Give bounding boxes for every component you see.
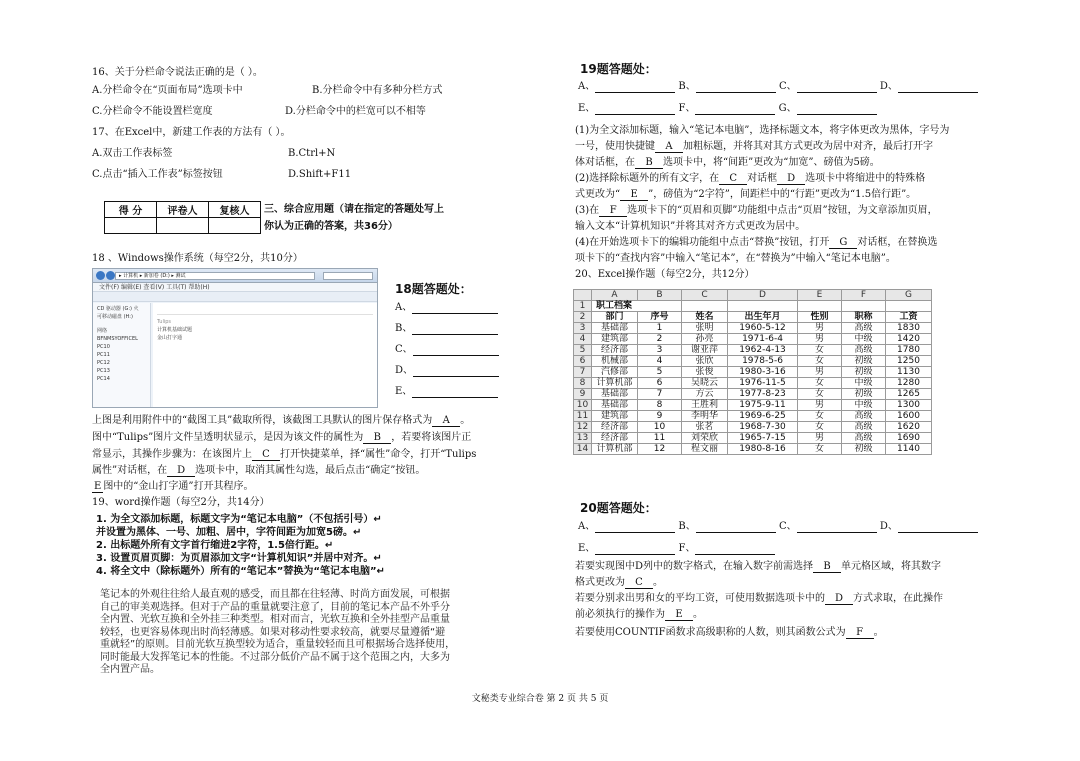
excel-cell: 男 [798, 400, 842, 411]
explorer-sidebar [93, 303, 151, 407]
excel-cell: 女 [798, 411, 842, 422]
excel-column-letter: F [842, 290, 886, 301]
explorer-file-list [153, 303, 377, 407]
q19-answer-row1: A、 B、 C、 D、 [578, 80, 978, 93]
excel-row [574, 301, 932, 312]
q20-text-line2: 格式更改为 C 。 [575, 577, 663, 588]
excel-cell: 1965-7-15 [728, 433, 798, 444]
excel-cell: 4 [638, 356, 682, 367]
q19-step-line9: 项卡下的“查找内容”中输入“笔记本”，在“替换为”中输入“笔记本电脑”。 [575, 253, 896, 264]
q18-answer-a: A、 [395, 301, 498, 314]
q16-option-c: C.分栏命令不能设置栏宽度 [92, 106, 213, 117]
grader-label: 评卷人 [157, 202, 209, 218]
excel-cell [842, 301, 886, 312]
sidebar-item: CD 驱动器 (G:) 火 [97, 306, 139, 312]
q19-step-line4: (2)选择除标题外的所有文字，在 C 对话框 D 选项卡中将缩进中的特殊格 [575, 173, 926, 184]
excel-cell: 孙亮 [682, 334, 728, 345]
excel-row-number: 2 [574, 312, 592, 323]
q18-answer-d: D、 [395, 364, 499, 377]
excel-cell: 中级 [842, 400, 886, 411]
excel-cell: 1265 [886, 389, 932, 400]
q20-text-line4: 前必须执行的操作为 E 。 [575, 609, 703, 620]
excel-cell: 1420 [886, 334, 932, 345]
excel-row-number: 8 [574, 378, 592, 389]
excel-row-number: 10 [574, 400, 592, 411]
file-item: 金山打字通 [157, 335, 183, 341]
excel-cell: 高级 [842, 433, 886, 444]
excel-cell: 方云 [682, 389, 728, 400]
sidebar-item: BFNMSYOFFICEL [97, 336, 138, 342]
excel-cell [682, 301, 728, 312]
excel-cell: 初级 [842, 389, 886, 400]
sidebar-item: PC13 [97, 368, 110, 374]
file-item: Tulips [157, 319, 172, 325]
q19-task-list [96, 513, 385, 578]
q17-option-b: B.Ctrl+N [288, 148, 336, 159]
excel-cell: 1969-6-25 [728, 411, 798, 422]
excel-cell: 女 [798, 444, 842, 455]
excel-cell: 10 [638, 422, 682, 433]
excel-cell [728, 301, 798, 312]
q20-answer-row1: A、 B、 C、 D、 [578, 520, 978, 533]
excel-cell: 初级 [842, 356, 886, 367]
excel-cell: 刘荣欣 [682, 433, 728, 444]
excel-cell: 基础部 [592, 400, 638, 411]
excel-cell: 汽修部 [592, 367, 638, 378]
excel-corner-cell [574, 290, 592, 301]
sidebar-item: PC14 [97, 376, 110, 382]
excel-cell: 1975-9-11 [728, 400, 798, 411]
q16-option-b: B.分栏命令中有多种分栏方式 [312, 85, 443, 96]
excel-cell: 9 [638, 411, 682, 422]
excel-cell: 基础部 [592, 389, 638, 400]
excel-column-letter: E [798, 290, 842, 301]
excel-cell: 经济部 [592, 345, 638, 356]
excel-cell: 1962-4-13 [728, 345, 798, 356]
excel-cell: 女 [798, 389, 842, 400]
q19-step-line7: 输入文本“计算机知识”并将其对齐方式更改为居中。 [575, 221, 806, 232]
excel-row-number: 14 [574, 444, 592, 455]
excel-cell: 女 [798, 422, 842, 433]
excel-row [574, 411, 932, 422]
q17-option-d: D.Shift+F11 [288, 169, 352, 180]
excel-row-number: 7 [574, 367, 592, 378]
excel-cell: 张俊 [682, 367, 728, 378]
q18-paragraph-line4: 属性”对话框，在 D 选项卡中，取消其属性勾选，最后点击“确定”按钮。 [92, 465, 426, 476]
page-footer: 文秘类专业综合卷 第 2 页 共 5 页 [471, 694, 609, 704]
score-label: 得 分 [105, 202, 157, 218]
excel-cell: 李明华 [682, 411, 728, 422]
excel-row [574, 367, 932, 378]
excel-row-number: 5 [574, 345, 592, 356]
q19-task: 2. 出标题外所有文字首行缩进2字符，1.5倍行距。↵ [96, 540, 334, 551]
q19-task: 并设置为黑体、一号、加粗、居中，字符间距为加宽5磅。↵ [96, 527, 362, 538]
excel-cell: 12 [638, 444, 682, 455]
excel-cell: 计算机部 [592, 444, 638, 455]
excel-cell: 1968-7-30 [728, 422, 798, 433]
excel-cell: 经济部 [592, 433, 638, 444]
q18-paragraph-line5: E 图中的“金山打字通”打开其程序。 [94, 481, 254, 492]
excel-cell: 1976-11-5 [728, 378, 798, 389]
q18-answer-title: 18题答题处： [395, 282, 472, 296]
excel-cell: 建筑部 [592, 334, 638, 345]
sidebar-item: 网络 [97, 328, 108, 334]
q19-task: 4. 将全文中（除标题外）所有的“笔记本”替换为“笔记本电脑”↵ [96, 566, 385, 577]
excel-cell: 女 [798, 378, 842, 389]
excel-header-cell: 序号 [638, 312, 682, 323]
excel-cell: 王胜利 [682, 400, 728, 411]
q20-answer-title: 20题答题处： [580, 501, 657, 515]
excel-cell: 谢亚萍 [682, 345, 728, 356]
excel-cell: 11 [638, 433, 682, 444]
excel-header-cell: 姓名 [682, 312, 728, 323]
excel-row [574, 378, 932, 389]
excel-header-cell: 部门 [592, 312, 638, 323]
sidebar-item: PC10 [97, 344, 110, 350]
explorer-search-box [323, 272, 373, 280]
excel-cell: 经济部 [592, 422, 638, 433]
explorer-titlebar [93, 269, 377, 283]
excel-cell: 1971-6-4 [728, 334, 798, 345]
q20-text-line1: 若要实现图中D列中的数字格式，在输入数字前需选择 B 单元格区域，将其数字 [575, 561, 942, 572]
q16-stem: 16、关于分栏命令说法正确的是（ ）。 [92, 67, 263, 78]
excel-row [574, 444, 932, 455]
file-list-header [157, 305, 373, 315]
excel-header-cell: 性别 [798, 312, 842, 323]
excel-cell: 女 [798, 356, 842, 367]
q18-paragraph-line1: 上图是利用附件中的“截图工具”截取所得，该截图工具默认的图片保存格式为 A 。 [92, 415, 471, 426]
excel-cell: 1 [638, 323, 682, 334]
q18-paragraph-line3: 常显示，其操作步骤为：在该图片上 C 打开快捷菜单，择“属性”命令，打开“Tulips [92, 449, 477, 460]
q18-paragraph-line2: 图中“Tulips”图片文件呈透明状显示，是因为该文件的属性为 B ，若要将该图片正 [92, 432, 472, 443]
excel-row [574, 356, 932, 367]
excel-cell: 1978-5-6 [728, 356, 798, 367]
sidebar-item: PC11 [97, 352, 110, 358]
excel-cell: 1140 [886, 444, 932, 455]
excel-cell: 高级 [842, 422, 886, 433]
q20-text-line5: 若要使用COUNTIF函数求高级职称的人数，则其函数公式为 F 。 [575, 627, 884, 638]
explorer-menu: 文件(F) 编辑(E) 查看(V) 工具(T) 帮助(H) [93, 283, 377, 292]
q19-step-line6: (3)在 F 选项卡下的“页眉和页脚”功能组中点击“页眉”按钮，为文章添加页眉， [575, 205, 938, 216]
q19-stem: 19、word操作题（每空2分，共14分） [92, 497, 270, 508]
q19-answer-row2: E、 F、 G、 [578, 102, 877, 115]
q19-step-line1: (1)为全文添加标题，输入“笔记本电脑”，选择标题文本，将字体更改为黑体，字号为 [575, 125, 950, 136]
q17-stem: 17、在Excel中，新建工作表的方法有（ ）。 [92, 127, 291, 138]
reviewer-label: 复核人 [209, 202, 261, 218]
excel-cell: 1250 [886, 356, 932, 367]
excel-header-cell: 职称 [842, 312, 886, 323]
excel-row-number: 11 [574, 411, 592, 422]
excel-cell: 高级 [842, 323, 886, 334]
explorer-toolbar [93, 292, 377, 302]
excel-cell: 男 [798, 334, 842, 345]
excel-column-letter: A [592, 290, 638, 301]
q20-text-line3: 若要分别求出男和女的平均工资，可使用数据选项卡中的 D 方式求取，在此操作 [575, 593, 943, 604]
forward-icon [106, 271, 115, 280]
grader-cell [157, 218, 209, 234]
excel-cell: 1830 [886, 323, 932, 334]
excel-cell: 1130 [886, 367, 932, 378]
q17-option-a: A.双击工作表标签 [92, 148, 173, 159]
excel-cell: 7 [638, 389, 682, 400]
file-item: 计算机基础试题 [157, 327, 193, 333]
excel-cell: 5 [638, 367, 682, 378]
excel-cell: 8 [638, 400, 682, 411]
excel-cell: 1280 [886, 378, 932, 389]
excel-cell: 张欣 [682, 356, 728, 367]
excel-cell: 张茗 [682, 422, 728, 433]
excel-cell: 计算机部 [592, 378, 638, 389]
excel-row-number: 9 [574, 389, 592, 400]
excel-cell: 1977-8-23 [728, 389, 798, 400]
excel-cell: 1300 [886, 400, 932, 411]
section3-title: 三、综合应用题（请在指定的答题处写上 [264, 204, 444, 215]
q20-answer-row2: E、 F、 [578, 542, 775, 555]
excel-row-number: 12 [574, 422, 592, 433]
excel-cell: 男 [798, 323, 842, 334]
excel-cell: 1980-8-16 [728, 444, 798, 455]
excel-cell: 男 [798, 367, 842, 378]
excel-row [574, 400, 932, 411]
sidebar-item: 可移动磁盘 (H:) [97, 314, 133, 320]
score-cell [105, 218, 157, 234]
excel-cell: 2 [638, 334, 682, 345]
excel-table [573, 289, 932, 455]
excel-cell: 女 [798, 345, 842, 356]
excel-cell: 中级 [842, 334, 886, 345]
excel-cell: 6 [638, 378, 682, 389]
excel-cell: 1960-5-12 [728, 323, 798, 334]
excel-cell: 1980-3-16 [728, 367, 798, 378]
excel-cell: 机械部 [592, 356, 638, 367]
excel-column-letter: G [886, 290, 932, 301]
excel-cell: 1780 [886, 345, 932, 356]
sidebar-item: PC12 [97, 360, 110, 366]
excel-header-cell: 工资 [886, 312, 932, 323]
q19-answer-title: 19题答题处： [580, 62, 657, 76]
excel-cell: 吴晓云 [682, 378, 728, 389]
excel-row-number: 4 [574, 334, 592, 345]
explorer-address-bar: ▸ 计算机 ▸ 新加卷 (D:) ▸ 测试 [115, 272, 315, 280]
excel-row [574, 345, 932, 356]
excel-cell: 1600 [886, 411, 932, 422]
q18-answer-e: E、 [395, 385, 498, 398]
excel-cell: 高级 [842, 411, 886, 422]
q19-step-line3: 体对话框，在 B 选项卡中，将“间距”更改为“加宽”、磅值为5磅。 [575, 157, 880, 168]
excel-cell [886, 301, 932, 312]
excel-cell: 建筑部 [592, 411, 638, 422]
q19-step-line2: 一号，使用快捷键 A 加粗标题，并将其对其方式更改为居中对齐，最后打开字 [575, 141, 933, 152]
excel-column-header-row [574, 290, 932, 301]
excel-cell: 男 [798, 433, 842, 444]
q19-step-line5: 式更改为“ E ”，磅值为“2字符”，间距栏中的“行距”更改为“1.5倍行距”。 [575, 189, 917, 200]
excel-row [574, 389, 932, 400]
q18-stem: 18 、Windows操作系统（每空2分，共10分） [92, 253, 303, 264]
q19-task: 1. 为全文添加标题，标题文字为“笔记本电脑”（不包括引号）↵ [96, 514, 382, 525]
excel-row [574, 433, 932, 444]
excel-row-number: 1 [574, 301, 592, 312]
excel-title-cell: 职工档案 [592, 301, 682, 312]
excel-row-number: 3 [574, 323, 592, 334]
q16-option-d: D.分栏命令中的栏宽可以不相等 [285, 106, 426, 117]
excel-row-number: 6 [574, 356, 592, 367]
back-icon [96, 271, 105, 280]
section3-subtitle: 你认为正确的答案，共36分） [264, 221, 398, 232]
q19-sample-paragraph: 笔记本的外观往往给人最直观的感受，而且都在往轻薄、时尚方面发展，可根据 自己的审美观选择。但对于产品的重量就要注意了，目前的笔记本产品不外乎分 全内置、光软互换和全外挂三种类型。相对而言，光软互换和全外挂型产品重量 较轻，也更容易体现出时尚轻薄感。如果对移动性要求较高，就要尽量遵循“避 重就轻”的原则。目前光软互换型较为适合，重量较轻而且可根据场合选择使用， 同时能最大发挥笔记本的性能。不过部分低价产品不属于这个范围之内，大多为 全内置产品。 [100, 589, 456, 675]
excel-cell: 1620 [886, 422, 932, 433]
excel-cell: 张明 [682, 323, 728, 334]
q16-option-a: A.分栏命令在“页面布局”选项卡中 [92, 85, 243, 96]
excel-column-letter: D [728, 290, 798, 301]
excel-cell: 1690 [886, 433, 932, 444]
q20-stem: 20、Excel操作题（每空2分，共12分） [575, 269, 755, 280]
excel-cell: 基础部 [592, 323, 638, 334]
excel-cell: 3 [638, 345, 682, 356]
excel-cell [798, 301, 842, 312]
excel-row [574, 422, 932, 433]
q18-answer-b: B、 [395, 322, 498, 335]
excel-header-row [574, 312, 932, 323]
q18-answer-c: C、 [395, 343, 499, 356]
q19-task: 3. 设置页眉页脚：为页眉添加文字“计算机知识”并居中对齐。↵ [96, 553, 382, 564]
excel-header-cell: 出生年月 [728, 312, 798, 323]
excel-cell: 程文丽 [682, 444, 728, 455]
excel-cell: 初级 [842, 444, 886, 455]
excel-cell: 中级 [842, 378, 886, 389]
excel-row [574, 334, 932, 345]
excel-row-number: 13 [574, 433, 592, 444]
excel-column-letter: B [638, 290, 682, 301]
explorer-screenshot [92, 268, 378, 408]
reviewer-cell [209, 218, 261, 234]
q19-step-line8: (4)在开始选项卡下的编辑功能组中点击“替换”按钮，打开 G 对话框，在替换选 [575, 237, 938, 248]
score-table [104, 201, 261, 234]
excel-cell: 初级 [842, 367, 886, 378]
excel-cell: 高级 [842, 345, 886, 356]
q17-option-c: C.点击“插入工作表”标签按钮 [92, 169, 223, 180]
excel-row [574, 323, 932, 334]
excel-column-letter: C [682, 290, 728, 301]
